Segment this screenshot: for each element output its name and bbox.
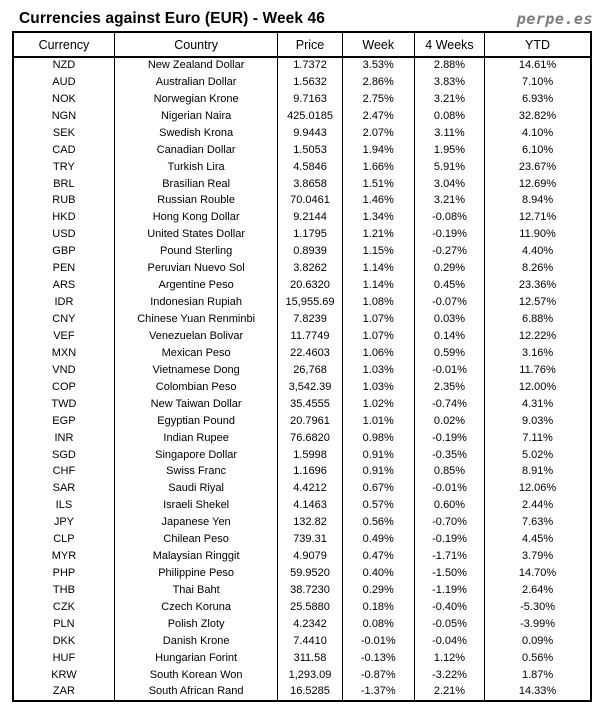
week-change-cell: 1.14% bbox=[342, 260, 414, 277]
four-weeks-change-cell: -0.08% bbox=[414, 209, 484, 226]
country-cell: Singapore Dollar bbox=[114, 447, 278, 464]
country-cell: Russian Rouble bbox=[114, 193, 278, 210]
col-header-week: Week bbox=[342, 32, 414, 57]
four-weeks-change-cell: 0.60% bbox=[414, 497, 484, 514]
currency-code-cell: TWD bbox=[13, 396, 114, 413]
currency-code-cell: PEN bbox=[13, 260, 114, 277]
country-cell: New Taiwan Dollar bbox=[114, 396, 278, 413]
table-header bbox=[13, 32, 591, 57]
ytd-change-cell: 12.06% bbox=[485, 480, 591, 497]
col-header-4weeks: 4 Weeks bbox=[414, 32, 484, 57]
four-weeks-change-cell: -0.19% bbox=[414, 430, 484, 447]
country-cell: Indonesian Rupiah bbox=[114, 294, 278, 311]
currency-code-cell: AUD bbox=[13, 74, 114, 91]
currency-code-cell: VEF bbox=[13, 328, 114, 345]
price-cell: 0.8939 bbox=[278, 243, 342, 260]
four-weeks-change-cell: 2.35% bbox=[414, 379, 484, 396]
four-weeks-change-cell: 3.11% bbox=[414, 125, 484, 142]
price-cell: 4.5846 bbox=[278, 159, 342, 176]
week-change-cell: 1.51% bbox=[342, 176, 414, 193]
table-row bbox=[13, 328, 591, 345]
country-cell: United States Dollar bbox=[114, 226, 278, 243]
currency-code-cell: HUF bbox=[13, 650, 114, 667]
four-weeks-change-cell: -0.05% bbox=[414, 616, 484, 633]
four-weeks-change-cell: 0.59% bbox=[414, 345, 484, 362]
table-row bbox=[13, 514, 591, 531]
table-row bbox=[13, 108, 591, 125]
country-cell: Thai Baht bbox=[114, 582, 278, 599]
ytd-change-cell: 2.44% bbox=[485, 497, 591, 514]
week-change-cell: 1.94% bbox=[342, 142, 414, 159]
currency-code-cell: INR bbox=[13, 430, 114, 447]
week-change-cell: 1.01% bbox=[342, 413, 414, 430]
country-cell: Mexican Peso bbox=[114, 345, 278, 362]
col-header-currency: Currency bbox=[13, 32, 114, 57]
country-cell: Hungarian Forint bbox=[114, 650, 278, 667]
price-cell: 7.8239 bbox=[278, 311, 342, 328]
ytd-change-cell: 14.70% bbox=[485, 565, 591, 582]
price-cell: 20.7961 bbox=[278, 413, 342, 430]
table-row bbox=[13, 345, 591, 362]
table-row bbox=[13, 430, 591, 447]
four-weeks-change-cell: 0.29% bbox=[414, 260, 484, 277]
table-row bbox=[13, 548, 591, 565]
price-cell: 15,955.69 bbox=[278, 294, 342, 311]
ytd-change-cell: 0.56% bbox=[485, 650, 591, 667]
ytd-change-cell: 5.02% bbox=[485, 447, 591, 464]
ytd-change-cell: 3.79% bbox=[485, 548, 591, 565]
price-cell: 4.4212 bbox=[278, 480, 342, 497]
ytd-change-cell: 3.16% bbox=[485, 345, 591, 362]
table-row bbox=[13, 633, 591, 650]
ytd-change-cell: -5.30% bbox=[485, 599, 591, 616]
week-change-cell: 0.47% bbox=[342, 548, 414, 565]
ytd-change-cell: 11.76% bbox=[485, 362, 591, 379]
four-weeks-change-cell: -0.01% bbox=[414, 362, 484, 379]
currency-code-cell: COP bbox=[13, 379, 114, 396]
currency-table bbox=[12, 31, 592, 702]
week-change-cell: 2.07% bbox=[342, 125, 414, 142]
currency-code-cell: CAD bbox=[13, 142, 114, 159]
currency-code-cell: TRY bbox=[13, 159, 114, 176]
ytd-change-cell: 11.90% bbox=[485, 226, 591, 243]
ytd-change-cell: 6.10% bbox=[485, 142, 591, 159]
table-row bbox=[13, 396, 591, 413]
country-cell: Philippine Peso bbox=[114, 565, 278, 582]
table-row bbox=[13, 294, 591, 311]
currency-code-cell: NOK bbox=[13, 91, 114, 108]
price-cell: 1.5632 bbox=[278, 74, 342, 91]
four-weeks-change-cell: -0.74% bbox=[414, 396, 484, 413]
table-row bbox=[13, 582, 591, 599]
ytd-change-cell: 8.94% bbox=[485, 193, 591, 210]
four-weeks-change-cell: -0.19% bbox=[414, 226, 484, 243]
currency-code-cell: NZD bbox=[13, 57, 114, 74]
four-weeks-change-cell: -0.19% bbox=[414, 531, 484, 548]
country-cell: Japanese Yen bbox=[114, 514, 278, 531]
currency-code-cell: ILS bbox=[13, 497, 114, 514]
country-cell: Malaysian Ringgit bbox=[114, 548, 278, 565]
four-weeks-change-cell: 0.85% bbox=[414, 464, 484, 481]
country-cell: Pound Sterling bbox=[114, 243, 278, 260]
week-change-cell: -0.13% bbox=[342, 650, 414, 667]
price-cell: 1.1696 bbox=[278, 464, 342, 481]
price-cell: 3.8658 bbox=[278, 176, 342, 193]
table-row bbox=[13, 311, 591, 328]
four-weeks-change-cell: 3.83% bbox=[414, 74, 484, 91]
currency-code-cell: ARS bbox=[13, 277, 114, 294]
price-cell: 3.8262 bbox=[278, 260, 342, 277]
table-row bbox=[13, 379, 591, 396]
table-row bbox=[13, 125, 591, 142]
price-cell: 59.9520 bbox=[278, 565, 342, 582]
week-change-cell: 2.75% bbox=[342, 91, 414, 108]
week-change-cell: -0.01% bbox=[342, 633, 414, 650]
week-change-cell: 1.34% bbox=[342, 209, 414, 226]
ytd-change-cell: 9.03% bbox=[485, 413, 591, 430]
currency-code-cell: CHF bbox=[13, 464, 114, 481]
week-change-cell: 2.47% bbox=[342, 108, 414, 125]
report-header bbox=[12, 4, 593, 28]
currency-code-cell: SEK bbox=[13, 125, 114, 142]
ytd-change-cell: 14.33% bbox=[485, 684, 591, 701]
country-cell: Australian Dollar bbox=[114, 74, 278, 91]
four-weeks-change-cell: -0.40% bbox=[414, 599, 484, 616]
table-row bbox=[13, 447, 591, 464]
table-row bbox=[13, 260, 591, 277]
currency-code-cell: CZK bbox=[13, 599, 114, 616]
country-cell: South African Rand bbox=[114, 684, 278, 701]
week-change-cell: 2.86% bbox=[342, 74, 414, 91]
ytd-change-cell: 12.22% bbox=[485, 328, 591, 345]
country-cell: Polish Zloty bbox=[114, 616, 278, 633]
currency-code-cell: GBP bbox=[13, 243, 114, 260]
four-weeks-change-cell: 0.08% bbox=[414, 108, 484, 125]
table-row bbox=[13, 243, 591, 260]
ytd-change-cell: 12.57% bbox=[485, 294, 591, 311]
ytd-change-cell: -3.99% bbox=[485, 616, 591, 633]
four-weeks-change-cell: -3.22% bbox=[414, 667, 484, 684]
price-cell: 35.4555 bbox=[278, 396, 342, 413]
week-change-cell: 1.21% bbox=[342, 226, 414, 243]
col-header-country: Country bbox=[114, 32, 278, 57]
country-cell: Egyptian Pound bbox=[114, 413, 278, 430]
currency-code-cell: VND bbox=[13, 362, 114, 379]
country-cell: Norwegian Krone bbox=[114, 91, 278, 108]
page-title: Currencies against Euro (EUR) - Week 46 bbox=[19, 10, 325, 27]
ytd-change-cell: 8.91% bbox=[485, 464, 591, 481]
col-header-price: Price bbox=[278, 32, 342, 57]
week-change-cell: 0.91% bbox=[342, 464, 414, 481]
table-row bbox=[13, 142, 591, 159]
table-row bbox=[13, 176, 591, 193]
currency-code-cell: USD bbox=[13, 226, 114, 243]
country-cell: Colombian Peso bbox=[114, 379, 278, 396]
price-cell: 9.7163 bbox=[278, 91, 342, 108]
price-cell: 7.4410 bbox=[278, 633, 342, 650]
price-cell: 16.5285 bbox=[278, 684, 342, 701]
week-change-cell: 0.18% bbox=[342, 599, 414, 616]
price-cell: 1.5998 bbox=[278, 447, 342, 464]
ytd-change-cell: 4.10% bbox=[485, 125, 591, 142]
four-weeks-change-cell: 0.03% bbox=[414, 311, 484, 328]
ytd-change-cell: 32.82% bbox=[485, 108, 591, 125]
week-change-cell: -0.87% bbox=[342, 667, 414, 684]
country-cell: Argentine Peso bbox=[114, 277, 278, 294]
week-change-cell: 0.91% bbox=[342, 447, 414, 464]
ytd-change-cell: 23.36% bbox=[485, 277, 591, 294]
table-row bbox=[13, 531, 591, 548]
table-row bbox=[13, 226, 591, 243]
currency-code-cell: JPY bbox=[13, 514, 114, 531]
country-cell: Israeli Shekel bbox=[114, 497, 278, 514]
currency-code-cell: SAR bbox=[13, 480, 114, 497]
price-cell: 1.5053 bbox=[278, 142, 342, 159]
week-change-cell: 1.15% bbox=[342, 243, 414, 260]
currency-code-cell: ZAR bbox=[13, 684, 114, 701]
table-row bbox=[13, 91, 591, 108]
country-cell: Peruvian Nuevo Sol bbox=[114, 260, 278, 277]
country-cell: Turkish Lira bbox=[114, 159, 278, 176]
week-change-cell: 1.66% bbox=[342, 159, 414, 176]
price-cell: 425.0185 bbox=[278, 108, 342, 125]
week-change-cell: 1.03% bbox=[342, 362, 414, 379]
table-header-row bbox=[13, 32, 591, 57]
price-cell: 1,293.09 bbox=[278, 667, 342, 684]
ytd-change-cell: 7.10% bbox=[485, 74, 591, 91]
table-row bbox=[13, 413, 591, 430]
price-cell: 20.6320 bbox=[278, 277, 342, 294]
country-cell: Saudi Riyal bbox=[114, 480, 278, 497]
week-change-cell: 0.29% bbox=[342, 582, 414, 599]
four-weeks-change-cell: -0.27% bbox=[414, 243, 484, 260]
currency-code-cell: DKK bbox=[13, 633, 114, 650]
currency-code-cell: HKD bbox=[13, 209, 114, 226]
country-cell: Indian Rupee bbox=[114, 430, 278, 447]
country-cell: Canadian Dollar bbox=[114, 142, 278, 159]
table-row bbox=[13, 277, 591, 294]
ytd-change-cell: 12.71% bbox=[485, 209, 591, 226]
country-cell: New Zealand Dollar bbox=[114, 57, 278, 74]
four-weeks-change-cell: 3.21% bbox=[414, 91, 484, 108]
currency-code-cell: PLN bbox=[13, 616, 114, 633]
price-cell: 70.0461 bbox=[278, 193, 342, 210]
week-change-cell: 0.49% bbox=[342, 531, 414, 548]
table-row bbox=[13, 362, 591, 379]
price-cell: 1.1795 bbox=[278, 226, 342, 243]
week-change-cell: 1.02% bbox=[342, 396, 414, 413]
currency-code-cell: RUB bbox=[13, 193, 114, 210]
week-change-cell: 1.46% bbox=[342, 193, 414, 210]
table-row bbox=[13, 616, 591, 633]
four-weeks-change-cell: 0.45% bbox=[414, 277, 484, 294]
price-cell: 3,542.39 bbox=[278, 379, 342, 396]
ytd-change-cell: 0.09% bbox=[485, 633, 591, 650]
week-change-cell: 1.07% bbox=[342, 328, 414, 345]
four-weeks-change-cell: -1.19% bbox=[414, 582, 484, 599]
table-row bbox=[13, 599, 591, 616]
currency-code-cell: EGP bbox=[13, 413, 114, 430]
price-cell: 9.9443 bbox=[278, 125, 342, 142]
currency-code-cell: KRW bbox=[13, 667, 114, 684]
price-cell: 22.4603 bbox=[278, 345, 342, 362]
ytd-change-cell: 8.26% bbox=[485, 260, 591, 277]
price-cell: 38.7230 bbox=[278, 582, 342, 599]
country-cell: Hong Kong Dollar bbox=[114, 209, 278, 226]
four-weeks-change-cell: -0.07% bbox=[414, 294, 484, 311]
currency-code-cell: IDR bbox=[13, 294, 114, 311]
country-cell: Chinese Yuan Renminbi bbox=[114, 311, 278, 328]
ytd-change-cell: 4.40% bbox=[485, 243, 591, 260]
four-weeks-change-cell: 0.14% bbox=[414, 328, 484, 345]
four-weeks-change-cell: 0.02% bbox=[414, 413, 484, 430]
four-weeks-change-cell: 2.88% bbox=[414, 57, 484, 74]
week-change-cell: 0.08% bbox=[342, 616, 414, 633]
ytd-change-cell: 4.45% bbox=[485, 531, 591, 548]
ytd-change-cell: 1.87% bbox=[485, 667, 591, 684]
ytd-change-cell: 6.88% bbox=[485, 311, 591, 328]
price-cell: 76.6820 bbox=[278, 430, 342, 447]
ytd-change-cell: 7.63% bbox=[485, 514, 591, 531]
country-cell: Venezuelan Bolivar bbox=[114, 328, 278, 345]
week-change-cell: 1.08% bbox=[342, 294, 414, 311]
table-row bbox=[13, 159, 591, 176]
four-weeks-change-cell: -0.35% bbox=[414, 447, 484, 464]
table-row bbox=[13, 193, 591, 210]
currency-code-cell: CLP bbox=[13, 531, 114, 548]
week-change-cell: 1.06% bbox=[342, 345, 414, 362]
currency-code-cell: MXN bbox=[13, 345, 114, 362]
table-row bbox=[13, 497, 591, 514]
country-cell: Swedish Krona bbox=[114, 125, 278, 142]
country-cell: Nigerian Naira bbox=[114, 108, 278, 125]
ytd-change-cell: 12.00% bbox=[485, 379, 591, 396]
week-change-cell: 0.56% bbox=[342, 514, 414, 531]
table-row bbox=[13, 464, 591, 481]
country-cell: Danish Krone bbox=[114, 633, 278, 650]
currency-code-cell: MYR bbox=[13, 548, 114, 565]
currency-code-cell: BRL bbox=[13, 176, 114, 193]
table-row bbox=[13, 650, 591, 667]
table-row bbox=[13, 565, 591, 582]
four-weeks-change-cell: 5.91% bbox=[414, 159, 484, 176]
country-cell: Swiss Franc bbox=[114, 464, 278, 481]
country-cell: Czech Koruna bbox=[114, 599, 278, 616]
four-weeks-change-cell: 3.21% bbox=[414, 193, 484, 210]
table-row bbox=[13, 209, 591, 226]
price-cell: 1.7372 bbox=[278, 57, 342, 74]
four-weeks-change-cell: -0.70% bbox=[414, 514, 484, 531]
four-weeks-change-cell: 2.21% bbox=[414, 684, 484, 701]
week-change-cell: -1.37% bbox=[342, 684, 414, 701]
table-row bbox=[13, 57, 591, 74]
table-row bbox=[13, 480, 591, 497]
currency-code-cell: CNY bbox=[13, 311, 114, 328]
price-cell: 739.31 bbox=[278, 531, 342, 548]
week-change-cell: 3.53% bbox=[342, 57, 414, 74]
price-cell: 311.58 bbox=[278, 650, 342, 667]
ytd-change-cell: 4.31% bbox=[485, 396, 591, 413]
col-header-ytd: YTD bbox=[485, 32, 591, 57]
ytd-change-cell: 23.67% bbox=[485, 159, 591, 176]
price-cell: 26,768 bbox=[278, 362, 342, 379]
four-weeks-change-cell: -1.50% bbox=[414, 565, 484, 582]
week-change-cell: 0.57% bbox=[342, 497, 414, 514]
currency-code-cell: SGD bbox=[13, 447, 114, 464]
week-change-cell: 1.07% bbox=[342, 311, 414, 328]
four-weeks-change-cell: -0.01% bbox=[414, 480, 484, 497]
table-row bbox=[13, 74, 591, 91]
country-cell: South Korean Won bbox=[114, 667, 278, 684]
four-weeks-change-cell: 1.12% bbox=[414, 650, 484, 667]
ytd-change-cell: 12.69% bbox=[485, 176, 591, 193]
country-cell: Chilean Peso bbox=[114, 531, 278, 548]
currency-code-cell: PHP bbox=[13, 565, 114, 582]
week-change-cell: 0.98% bbox=[342, 430, 414, 447]
ytd-change-cell: 2.64% bbox=[485, 582, 591, 599]
price-cell: 11.7749 bbox=[278, 328, 342, 345]
ytd-change-cell: 6.93% bbox=[485, 91, 591, 108]
four-weeks-change-cell: -0.04% bbox=[414, 633, 484, 650]
country-cell: Brasilian Real bbox=[114, 176, 278, 193]
price-cell: 4.9079 bbox=[278, 548, 342, 565]
currency-code-cell: NGN bbox=[13, 108, 114, 125]
ytd-change-cell: 7.11% bbox=[485, 430, 591, 447]
currency-code-cell: THB bbox=[13, 582, 114, 599]
price-cell: 132.82 bbox=[278, 514, 342, 531]
price-cell: 4.2342 bbox=[278, 616, 342, 633]
site-logo: perpe.es bbox=[516, 10, 593, 28]
price-cell: 4.1463 bbox=[278, 497, 342, 514]
table-row bbox=[13, 667, 591, 684]
ytd-change-cell: 14.61% bbox=[485, 57, 591, 74]
week-change-cell: 1.03% bbox=[342, 379, 414, 396]
four-weeks-change-cell: -1.71% bbox=[414, 548, 484, 565]
price-cell: 25.5880 bbox=[278, 599, 342, 616]
four-weeks-change-cell: 1.95% bbox=[414, 142, 484, 159]
week-change-cell: 0.40% bbox=[342, 565, 414, 582]
price-cell: 9.2144 bbox=[278, 209, 342, 226]
table-row bbox=[13, 684, 591, 701]
country-cell: Vietnamese Dong bbox=[114, 362, 278, 379]
week-change-cell: 0.67% bbox=[342, 480, 414, 497]
four-weeks-change-cell: 3.04% bbox=[414, 176, 484, 193]
currency-table-body bbox=[13, 57, 591, 701]
week-change-cell: 1.14% bbox=[342, 277, 414, 294]
